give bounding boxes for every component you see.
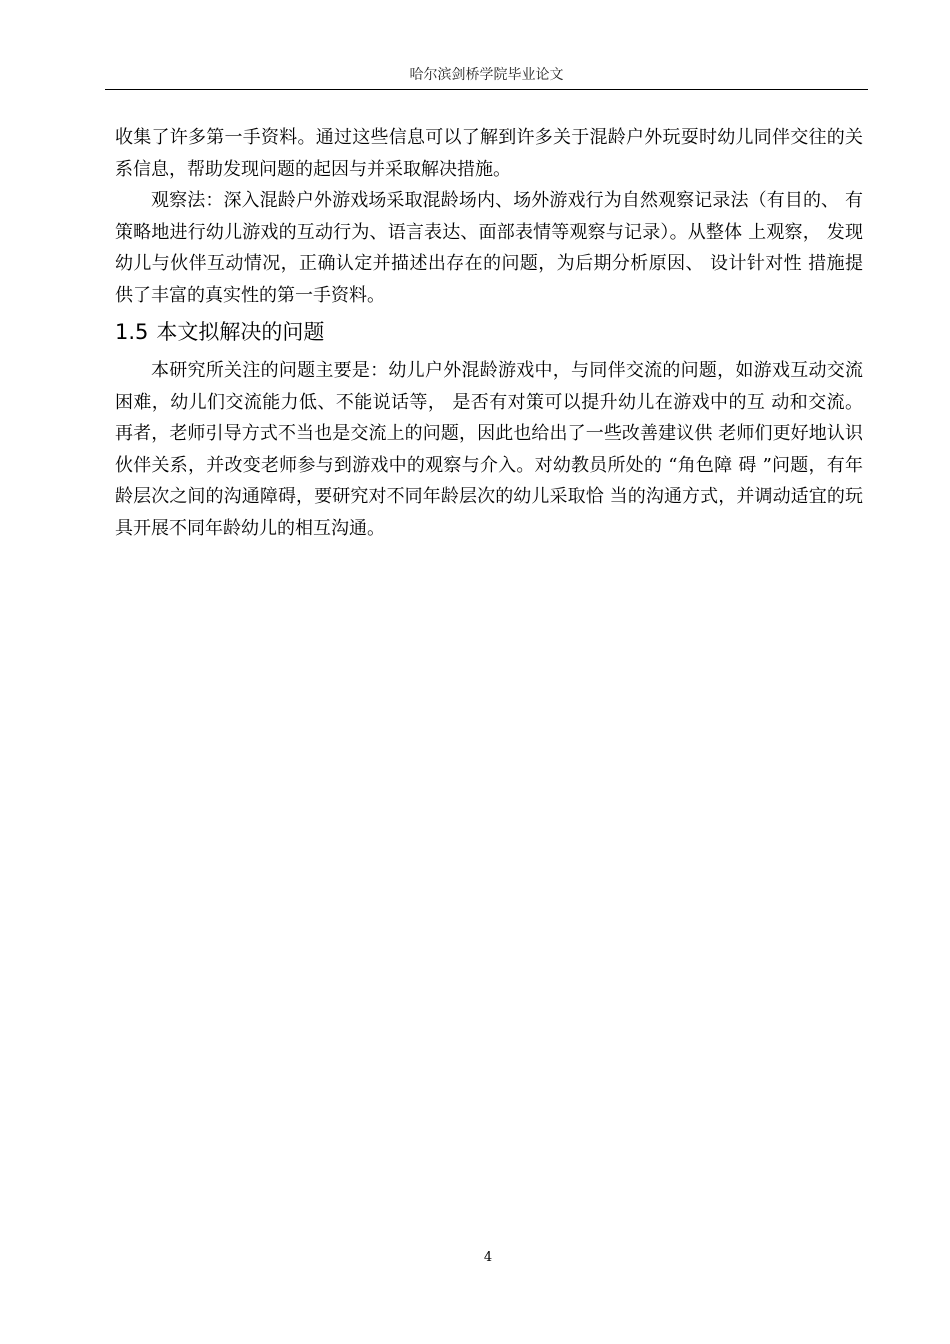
section-heading bbox=[115, 315, 863, 349]
body-text bbox=[115, 122, 863, 544]
paragraph-research-problem: 本研究所关注的问题主要是：幼儿户外混龄游戏中，与同伴交流的问题，如游戏互动交流困难，幼儿们交流能力低、不能说话等， 是否有对策可以提升幼儿在游戏中的互 动和交流。再者，老师引导方式不当也是交流上的问题，因此也给出了一些改善建议供 老师们更好地认识伙伴关系，并改变老师参与到游戏中的观察与介入。对幼教员所处的 “角色障 碍 ”问题，有年龄层次之间的沟通障碍，要研究对不同年龄层次的幼儿采取恰 当的沟通方式，并调动适宜的玩具开展不同年龄幼儿的相互沟通。 bbox=[115, 360, 863, 539]
page-number: 4 bbox=[483, 1250, 493, 1265]
running-header: 哈尔滨剑桥学院毕业论文 bbox=[409, 67, 564, 83]
header-rule bbox=[105, 89, 868, 90]
paragraph-observation-method: 观察法：深入混龄户外游戏场采取混龄场内、场外游戏行为自然观察记录法（有目的、 有策略地进行幼儿游戏的互动行为、语言表达、面部表情等观察与记录）。从整体 上观察， 发现幼儿与伙伴互动情况，正确认定并描述出存在的问题，为后期分析原因、 设计针对性 措施提供了丰富的真实性的第一手资料。 bbox=[115, 190, 863, 306]
section-number: 1.5 bbox=[115, 320, 149, 344]
paragraph-continued: 收集了许多第一手资料。通过这些信息可以了解到许多关于混龄户外玩耍时幼儿同伴交往的关 系信息，帮助发现问题的起因与并采取解决措施。 bbox=[115, 127, 863, 180]
section-title: 本文拟解决的问题 bbox=[156, 320, 325, 344]
